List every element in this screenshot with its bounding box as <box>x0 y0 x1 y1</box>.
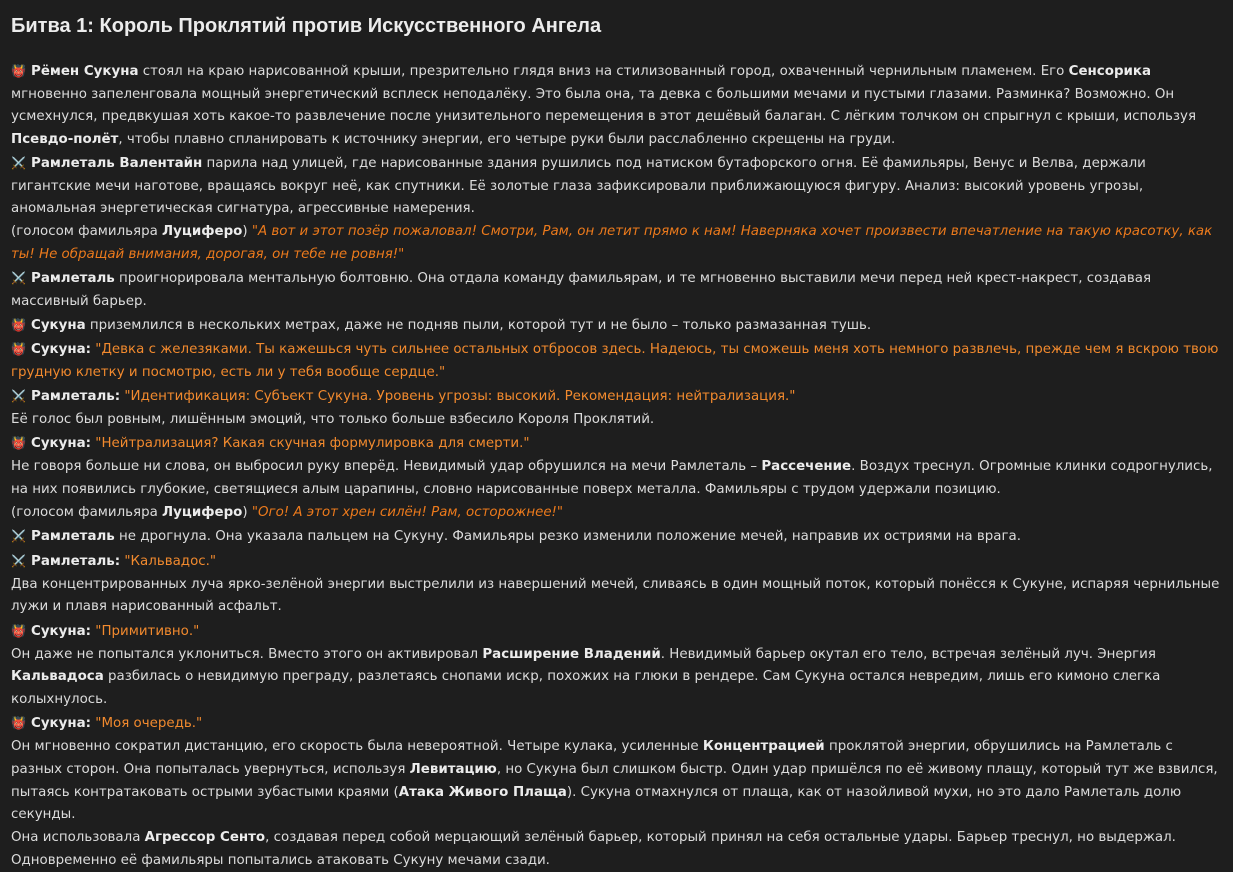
bold-term: Рамлеталь Валентайн <box>31 155 203 171</box>
story-paragraph <box>11 314 1223 338</box>
crossed-swords-icon: ⚔️ <box>11 529 26 544</box>
narration-text: ) <box>242 224 252 240</box>
speech-text: "Моя очередь." <box>95 716 203 732</box>
narration-text: (голосом фамильяра <box>11 224 163 240</box>
narration-text: . Воздух треснул. Огромные клинки содрогнулись, на них появились глубокие, светящиеся алым царапины, словно нарисованные поверх металла. Фамильяры с трудом удержали позицию. <box>11 459 1213 498</box>
narration-text: (голосом фамильяра <box>11 505 163 521</box>
demon-face-icon: 👹 <box>11 342 26 357</box>
bold-term: Кальвадоса <box>11 669 104 685</box>
story-paragraph <box>11 525 1223 549</box>
familiar-speech: "Ого! А этот хрен силён! Рам, осторожнее!" <box>251 505 564 521</box>
bold-term: Сенсорика <box>1068 64 1152 79</box>
narration-text: мгновенно запеленговала мощный энергетический всплеск неподалёку. Это была она, та девка с большими мечами и пустыми глазами. Разминка? Возможно. Он усмехнулся, предвкушая хоть какое-то развлечение после унизительного перемещения в этот дешёвый балаган. С лёгким толчком он спрыгнул с крыши, используя <box>11 86 1197 125</box>
narration-text: . Невидимый барьер окутал его тело, встречая зелёный луч. Энергия <box>660 646 1156 662</box>
bold-term: Рамлеталь <box>31 271 115 287</box>
story-body <box>11 60 1223 872</box>
bold-term: Рамлеталь: <box>31 388 121 404</box>
bold-term: Концентрацией <box>702 739 825 755</box>
narration-text: проигнорировала ментальную болтовню. Она отдала команду фамильярам, и те мгновенно выставили мечи перед ней крест-накрест, создавая массивный барьер. <box>11 271 1152 309</box>
story-paragraph <box>11 502 1223 525</box>
bold-term: Сукуна: <box>31 436 92 452</box>
demon-face-icon: 👹 <box>11 623 26 638</box>
bold-term: Сукуна <box>31 317 86 333</box>
bold-term: Луциферо <box>162 224 243 240</box>
familiar-speech: "А вот и этот позёр пожаловал! Смотри, Рам, он летит прямо к нам! Наверняка хочет произвести впечатление на такую красотку, как ты! Не обращай внимания, дорогая, он тебе не ровня!" <box>11 224 1213 262</box>
narration-text: Она использовала <box>11 830 145 846</box>
story-paragraph <box>11 620 1223 644</box>
bold-term: Луциферо <box>162 505 243 521</box>
narration-text: разбилась о невидимую преграду, разлетаясь снопами искр, похожих на глюки в рендере. Сам Сукуна остался невредим, лишь его кимоно слегка колыхнулось. <box>11 669 1161 707</box>
story-paragraph <box>11 338 1223 384</box>
narration-text: Два концентрированных луча ярко-зелёной энергии выстрелили из навершений мечей, сливаясь в один мощный поток, который понёсся к Сукуне, испаряя чернильные лужи и плавя нарисованный асфальт. <box>11 576 1220 615</box>
demon-face-icon: 👹 <box>11 716 26 731</box>
bold-term: Псевдо-полёт <box>11 131 119 147</box>
story-paragraph <box>11 550 1223 574</box>
bold-term: Расширение Владений <box>482 646 661 662</box>
narration-text: ). Сукуна отмахнулся от плаща, как от назойливой мухи, но это дало Рамлеталь долю секунды. <box>11 784 1182 823</box>
narration-text: Не говоря больше ни слова, он выбросил руку вперёд. Невидимый удар обрушился на мечи Рамлеталь – <box>11 459 762 475</box>
narration-text: Её голос был ровным, лишённым эмоций, что только больше взбесило Короля Проклятий. <box>11 412 655 428</box>
crossed-swords-icon: ⚔️ <box>11 388 26 403</box>
story-paragraph <box>11 644 1223 712</box>
speech-text: "Девка с железяками. Ты кажешься чуть сильнее остальных отбросов здесь. Надеюсь, ты сможешь меня хоть немного развлечь, прежде чем я вскрою твою грудную клетку и посмотрю, есть ли у тебя вообще сердце." <box>11 342 1219 380</box>
narration-text: , но Сукуна был слишком быстр. Один удар пришёлся по её живому плащу, который тут же взвился, пытаясь контратаковать острыми зубастыми краями ( <box>11 761 1218 800</box>
narration-text: не дрогнула. Она указала пальцем на Сукуну. Фамильяры резко изменили положение мечей, направив их остриями на врага. <box>114 529 1021 545</box>
crossed-swords-icon: ⚔️ <box>11 553 26 568</box>
story-paragraph <box>11 432 1223 456</box>
bold-term: Сукуна: <box>31 623 92 639</box>
story-paragraph <box>11 385 1223 409</box>
bold-term: Атака Живого Плаща <box>398 784 567 800</box>
crossed-swords-icon: ⚔️ <box>11 271 26 286</box>
story-paragraph <box>11 712 1223 736</box>
crossed-swords-icon: ⚔️ <box>11 155 26 170</box>
bold-term: Левитацию <box>409 761 497 777</box>
bold-term: Рёмен Сукуна <box>31 64 139 79</box>
speech-text: "Примитивно." <box>95 623 200 639</box>
speech-text: "Идентификация: Субъект Сукуна. Уровень угрозы: высокий. Рекомендация: нейтрализация." <box>124 388 796 404</box>
story-paragraph <box>11 60 1223 151</box>
speech-text: "Кальвадос." <box>124 553 217 569</box>
story-paragraph <box>11 736 1223 826</box>
story-paragraph <box>11 409 1223 432</box>
page-title: Битва 1: Король Проклятий против Искусственного Ангела <box>11 15 602 37</box>
narration-text: Он мгновенно сократил дистанцию, его скорость была невероятной. Четыре кулака, усиленные <box>11 739 703 755</box>
narration-text: , создавая перед собой мерцающий зелёный барьер, который принял на себя остальные удары. Барьер треснул, но выдержал. Одновременно её фамильяры попытались атаковать Сукуну мечами сзади. <box>11 830 1176 868</box>
story-paragraph <box>11 827 1223 872</box>
story-paragraph <box>11 221 1223 266</box>
story-paragraph <box>11 267 1223 313</box>
demon-face-icon: 👹 <box>11 64 26 78</box>
bold-term: Сукуна: <box>31 716 92 732</box>
narration-text: проклятой энергии, обрушились на Рамлеталь с разных сторон. Она попыталась увернуться, используя <box>11 739 1173 777</box>
narration-text: Он даже не попытался уклониться. Вместо этого он активировал <box>11 646 483 662</box>
story-paragraph <box>11 152 1223 221</box>
demon-face-icon: 👹 <box>11 436 26 451</box>
story-paragraph <box>11 574 1223 619</box>
bold-term: Сукуна: <box>31 342 92 358</box>
narration-text: парила над улицей, где нарисованные здания рушились под натиском бутафорского огня. Её фамильяры, Венус и Велва, держали гигантские мечи наготове, вращаясь вокруг неё, как спутники. Её золотые глаза зафиксировали приближающуюся фигуру. Анализ: высокий уровень угрозы, аномальная энергетическая сигнатура, агрессивные намерения. <box>11 155 1146 217</box>
narration-text: ) <box>242 505 252 521</box>
narration-text: стоял на краю нарисованной крыши, презрительно глядя вниз на стилизованный город, охваченный чернильным пламенем. Его <box>138 64 1069 79</box>
narration-text: , чтобы плавно спланировать к источнику энергии, его четыре руки были расслабленно скрещены на груди. <box>118 131 896 147</box>
demon-face-icon: 👹 <box>11 317 26 332</box>
speech-text: "Нейтрализация? Какая скучная формулировка для смерти." <box>95 436 530 452</box>
narration-text: приземлился в нескольких метрах, даже не подняв пыли, которой тут и не было – только размазанная тушь. <box>85 317 872 333</box>
bold-term: Рамлеталь: <box>31 553 121 569</box>
bold-term: Рассечение <box>761 459 852 475</box>
bold-term: Рамлеталь <box>31 529 115 545</box>
bold-term: Агрессор Сенто <box>144 830 266 846</box>
story-paragraph <box>11 456 1223 501</box>
